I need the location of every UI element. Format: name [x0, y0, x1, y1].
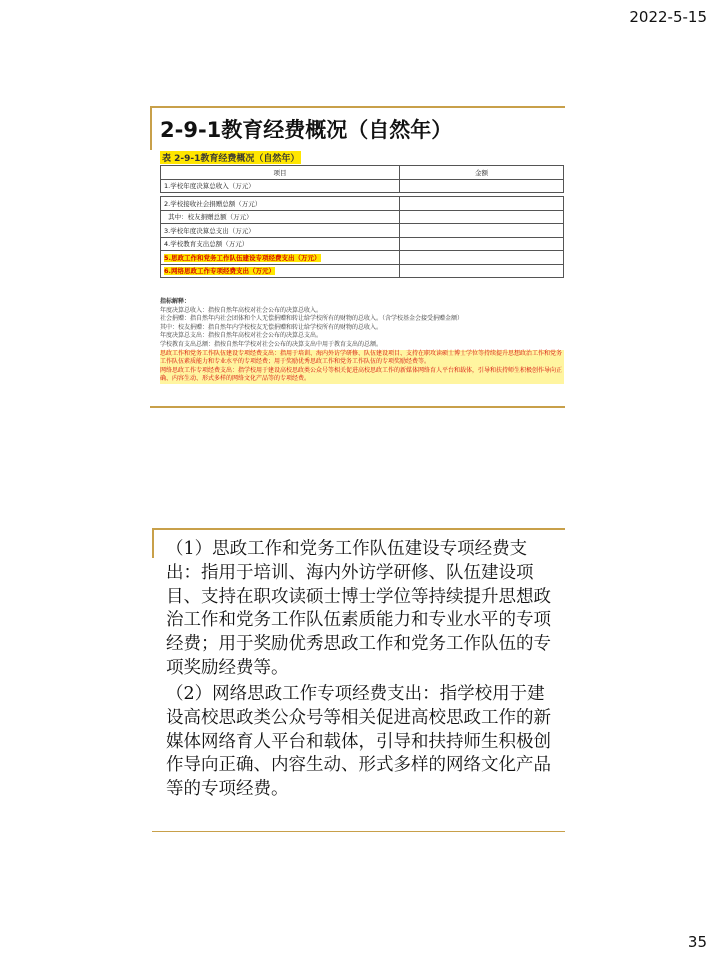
- note-line: 其中：校友捐赠：指自然年内学校校友无偿捐赠和转让给学校所有的财物的总收入。: [160, 323, 383, 331]
- note-line: 年度决算总收入：指按自然年高校对社会公布的决算总收入。: [160, 306, 323, 314]
- funding-table: [160, 165, 564, 278]
- row-label: 5.思政工作和党务工作队伍建设专项经费支出（万元）: [161, 251, 400, 265]
- table-row-highlighted: [161, 264, 564, 278]
- row-label: 4.学校教育支出总额（万元）: [161, 237, 400, 251]
- slide-bottom-rule: [150, 406, 565, 408]
- slide-title: 2-9-1教育经费概况（自然年）: [160, 118, 453, 142]
- table-row-highlighted: [161, 251, 564, 265]
- row-label: 6.网络思政工作专项经费支出（万元）: [161, 264, 400, 278]
- column-header: 金额: [400, 166, 564, 180]
- highlighted-notes: [160, 350, 564, 384]
- row-value: [400, 224, 564, 238]
- paragraph-online-ideological-funding: （2）网络思政工作专项经费支出：指学校用于建设高校思政类公众号等相关促进高校思政工作的新媒体网络育人平台和载体，引导和扶持师生积极创作导向正确、内容生动、形式多样的网络文化产品等的专项经费。: [166, 684, 551, 800]
- row-value: [400, 251, 564, 265]
- slide-top-rule: [152, 528, 565, 530]
- column-header: 项目: [161, 166, 400, 180]
- date-label: 2022-5-15: [629, 8, 707, 26]
- note-line: 学校教育支出总额：指按自然年学校对社会公布的决算支出中用于教育支出的总额。: [160, 340, 383, 348]
- paragraph-ideological-work-funding: （1）思政工作和党务工作队伍建设专项经费支出：指用于培训、海内外访学研修、队伍建设项目、支持在职攻读硕士博士学位等持续提升思想政治工作和党务工作队伍素质能力和专业水平的专项经费；用于奖励优秀思政工作和党务工作队伍的专项奖励经费等。: [166, 539, 551, 678]
- slide-thumbnail-text: [152, 528, 567, 832]
- row-label: 其中：校友捐赠总额（万元）: [161, 210, 400, 224]
- row-value: [400, 179, 564, 193]
- table-row: [161, 179, 564, 193]
- row-label: 3.学校年度决算总支出（万元）: [161, 224, 400, 238]
- table-row: [161, 210, 564, 224]
- notes-title: 指标解释：: [160, 298, 191, 305]
- note-line: 社会捐赠：指自然年内社会团体和个人无偿捐赠和转让给学校所有的财物的总收入。（含学校基金会接受捐赠金额）: [160, 315, 464, 323]
- row-label: 2.学校接收社会捐赠总额（万元）: [161, 197, 400, 211]
- table-row: [161, 237, 564, 251]
- table-header-row: [161, 166, 564, 180]
- table-row: [161, 224, 564, 238]
- row-value: [400, 197, 564, 211]
- note-line: 网络思政工作专项经费支出：指学校用于建设高校思政类公众号等相关促进高校思政工作的新媒体网络育人平台和载体，引导和扶持师生积极创作导向正确、内容生动、形式多样的网络文化产品等的专项经费。: [160, 366, 563, 383]
- slide-thumbnail-table: [150, 106, 565, 408]
- slide-left-rule: [152, 528, 154, 558]
- note-line: 年度决算总支出：指按自然年高校对社会公布的决算总支出。: [160, 332, 323, 340]
- slide-left-rule: [150, 106, 152, 150]
- row-value: [400, 264, 564, 278]
- indicator-notes: [160, 298, 564, 384]
- table-row: [161, 197, 564, 211]
- slide-bottom-rule: [152, 831, 565, 833]
- table-caption: 表 2-9-1教育经费概况（自然年）: [160, 151, 301, 164]
- row-label: 1.学校年度决算总收入（万元）: [161, 179, 400, 193]
- row-value: [400, 210, 564, 224]
- note-line: 思政工作和党务工作队伍建设专项经费支出：指用于培训、海内外访学研修、队伍建设项目、支持在职攻读硕士博士学位等持续提升思想政治工作和党务工作队伍素质能力和专业水平的专项经费；用于奖励优秀思政工作和党务工作队伍的专项奖励经费等。: [160, 349, 563, 366]
- page-number: 35: [687, 933, 707, 951]
- row-value: [400, 237, 564, 251]
- slide-top-rule: [150, 106, 565, 108]
